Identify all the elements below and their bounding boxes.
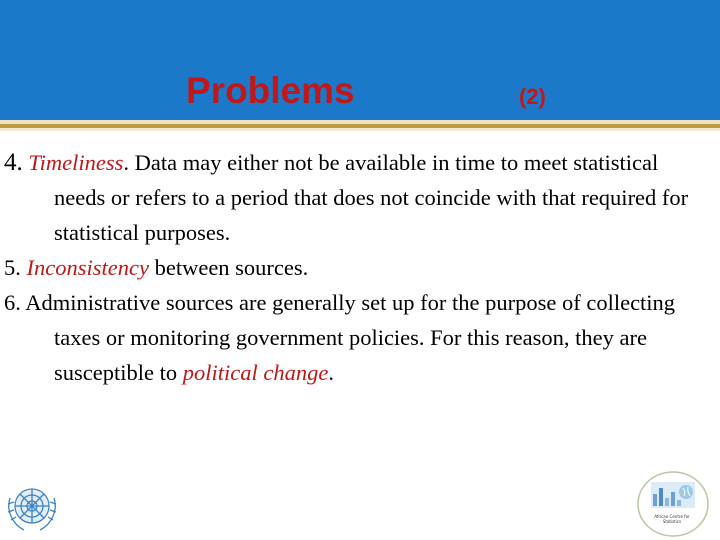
- item-text: between sources.: [148, 255, 309, 280]
- item-number: 5.: [4, 255, 21, 280]
- item-number: 6.: [4, 290, 21, 315]
- header-rule-pale: [0, 128, 720, 131]
- item-term: Timeliness: [28, 150, 124, 175]
- african-centre-statistics-logo-icon: [636, 470, 710, 538]
- list-item: [4, 145, 704, 250]
- slide-body: [4, 145, 704, 390]
- item-term: political change: [182, 360, 329, 385]
- slide-subtitle: (2): [519, 84, 546, 109]
- list-item: [4, 250, 704, 285]
- item-number: 4.: [4, 149, 23, 176]
- item-term: Inconsistency: [26, 255, 149, 280]
- item-text: Administrative sources are generally set up for the purpose of collecting taxes or monitoring government policies. For this reason, they are susceptible to: [25, 290, 676, 385]
- header-band: [0, 0, 720, 120]
- logo-caption: African Centre for Statistics: [654, 514, 690, 524]
- list-item: [4, 285, 704, 390]
- item-text-end: .: [328, 360, 334, 385]
- un-emblem-icon: [2, 478, 62, 538]
- item-text: . Data may either not be available in time to meet statistical needs or refers to a period that does not coincide with that required for statistical purposes.: [54, 150, 689, 245]
- slide-title: Problems: [186, 70, 355, 111]
